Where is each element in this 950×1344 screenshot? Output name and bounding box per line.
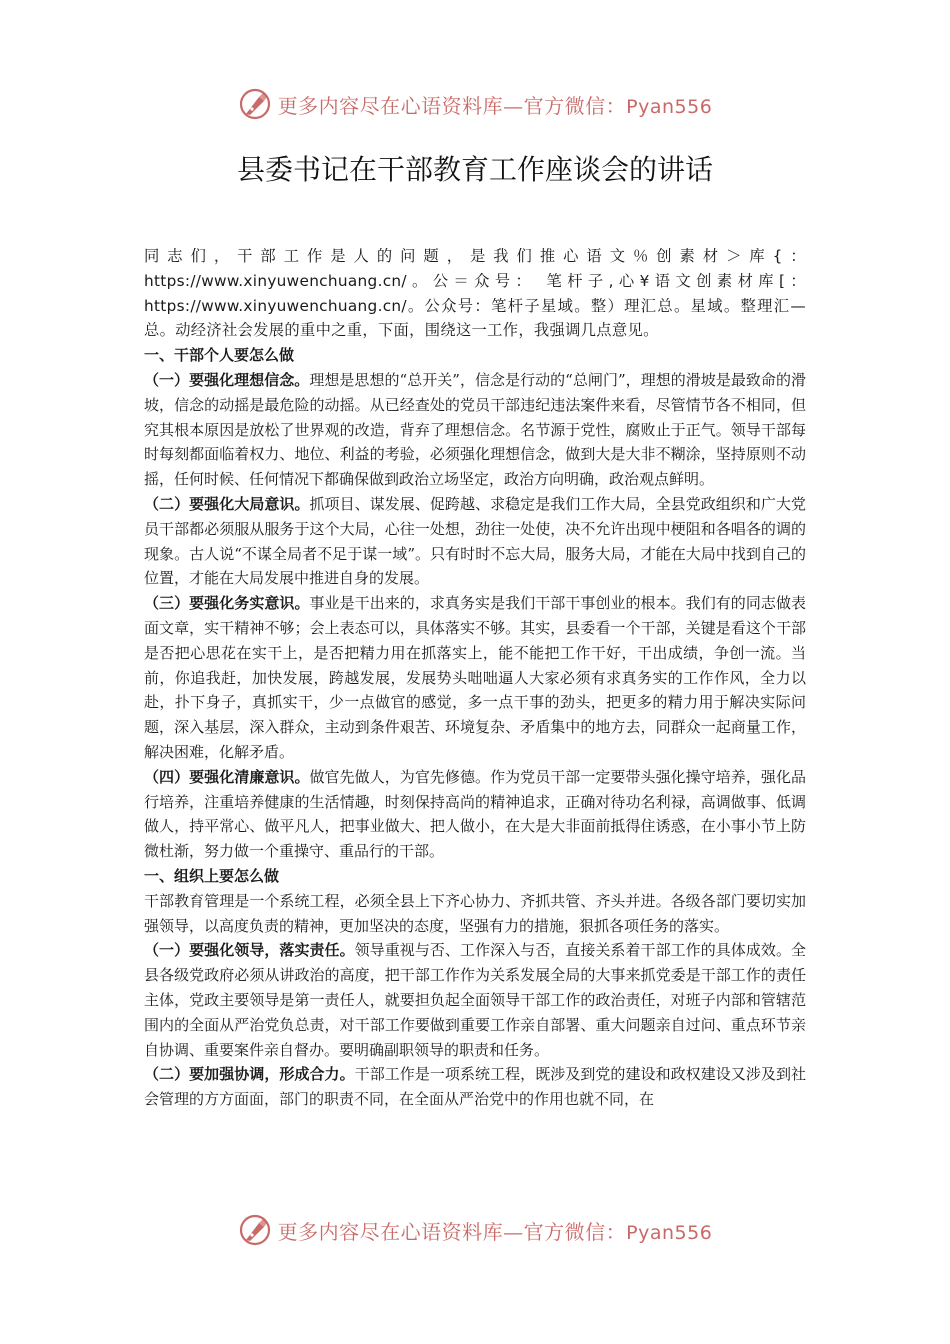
document-body — [144, 244, 806, 1112]
paragraph-text: 干部工作是一项系统工程，既涉及到党的建设和政权建设又涉及到社会管理的方方面面，部门的职责不同，在全面从严治党中的作用也就不同，在 — [144, 1065, 806, 1109]
paragraph-text: 事业是干出来的，求真务实是我们干部干事创业的根本。我们有的同志做表面文章，实干精神不够；会上表态可以，具体落实不够。其实，县委看一个干部，关键是看这个干部是否把心思花在实干上，是否把精力用在抓落实上，能不能把工作干好，干出成绩，争创一流。当前，你追我赶，加快发展，跨越发展，发展势头咄咄逼人大家必须有求真务实的工作作风，全力以赴，扑下身子，真抓实干，少一点做官的感觉，多一点干事的劲头，把更多的精力用于解决实际问题，深入基层，深入群众，主动到条件艰苦、环境复杂、矛盾集中的地方去，同群众一起商量工作，解决困难，化解矛盾。 — [144, 594, 806, 761]
paragraph — [144, 492, 806, 591]
paragraph — [144, 1062, 806, 1112]
watermark-wechat-id: Pyan556 — [626, 1221, 713, 1244]
paragraph-text: 领导重视与否、工作深入与否，直接关系着干部工作的具体成效。全县各级党政府必须从讲政治的高度，把干部工作作为关系发展全局的大事来抓党委是干部工作的责任主体，党政主要领导是第一责任人，就要担负起全面领导干部工作的政治责任，对班子内部和管辖范围内的全面从严治党负总责，对干部工作要做到重要工作亲自部署、重大问题亲自过问、重点环节亲自协调、重要案件亲自督办。要明确副职领导的职责和任务。 — [144, 941, 806, 1059]
paragraph-text: 理想是思想的“总开关”，信念是行动的“总闸门”，理想的滑坡是最致命的滑坡，信念的动摇是最危险的动摇。从已经查处的党员干部违纪违法案件来看，尽管情节各不相同，但究其根本原因是放松了世界观的改造，背弃了理想信念。名节源于党性，腐败止于正气。领导干部每时每刻都面临着权力、地位、利益的考验，必须强化理想信念，做到大是大非不糊涂，坚持原则不动摇，任何时候、任何情况下都确保做到政治立场坚定，政治方向明确，政治观点鲜明。 — [144, 370, 806, 489]
paragraph-lead: （一）要强化理想信念。 — [144, 370, 310, 389]
paragraph-text: 抓项目、谋发展、促跨越、求稳定是我们工作大局，全县党政组织和广大党员干部都必须服从服务于这个大局，心往一处想，劲往一处使，决不允许出现中梗阻和各唱各的调的现象。古人说“不谋全局者不足于谋一域”。只有时时不忘大局，服务大局，才能在大局中找到自己的位置，才能在大局发展中推进自身的发展。 — [144, 494, 806, 588]
paragraph — [144, 765, 806, 864]
footer-watermark — [0, 1210, 950, 1250]
pen-nib-logo-icon — [238, 87, 272, 121]
pen-nib-logo-icon — [238, 1213, 272, 1247]
paragraph — [144, 368, 806, 492]
paragraph — [144, 938, 806, 1062]
paragraph-lead: （四）要强化清廉意识。 — [144, 767, 310, 786]
watermark-text: 更多内容尽在心语资料库—官方微信： — [277, 93, 627, 118]
watermark-text: 更多内容尽在心语资料库—官方微信： — [277, 1219, 627, 1244]
paragraph: 干部教育管理是一个系统工程，必须全县上下齐心协力、齐抓共管、齐头并进。各级各部门要切实加强领导，以高度负责的精神，更加坚决的态度，坚强有力的措施，狠抓各项任务的落实。 — [144, 891, 806, 935]
watermark-wechat-id: Pyan556 — [626, 95, 713, 118]
section-heading: 一、干部个人要怎么做 — [144, 346, 295, 365]
header-watermark — [0, 84, 950, 124]
paragraph-text: 做官先做人，为官先修德。作为党员干部一定要带头强化操守培养，强化品行培养，注重培养健康的生活情趣，时刻保持高尚的精神追求，正确对待功名利禄，高调做事、低调做人，持平常心、做平凡人，把事业做大、把人做小，在大是大非面前抵得住诱惑，在小事小节上防微杜渐，努力做一个重操守、重品行的干部。 — [144, 767, 806, 861]
paragraph-lead: （一）要强化领导，落实责任。 — [144, 941, 355, 960]
paragraph-lead: （二）要加强协调，形成合力。 — [144, 1065, 355, 1084]
document-title: 县委书记在干部教育工作座谈会的讲话 — [236, 153, 713, 186]
paragraph — [144, 591, 806, 765]
paragraph-lead: （三）要强化务实意识。 — [144, 594, 310, 613]
paragraph-lead: （二）要强化大局意识。 — [144, 494, 310, 513]
intro-paragraph: 同志们，干部工作是人的问题，是我们推心语文％创素材＞库{： https://www.xinyuwenchuang.cn/。公＝众号： 笔杆子,心¥语文创素材库[： https://www.xinyuwenchuang.cn/。公众号：笔杆子星域。整）理汇总。星域。整理汇—总。动经济社会发展的重中之重，下面，围绕这一工作，我强调几点意见。 — [144, 247, 806, 340]
section-heading: 一、组织上要怎么做 — [144, 866, 280, 885]
